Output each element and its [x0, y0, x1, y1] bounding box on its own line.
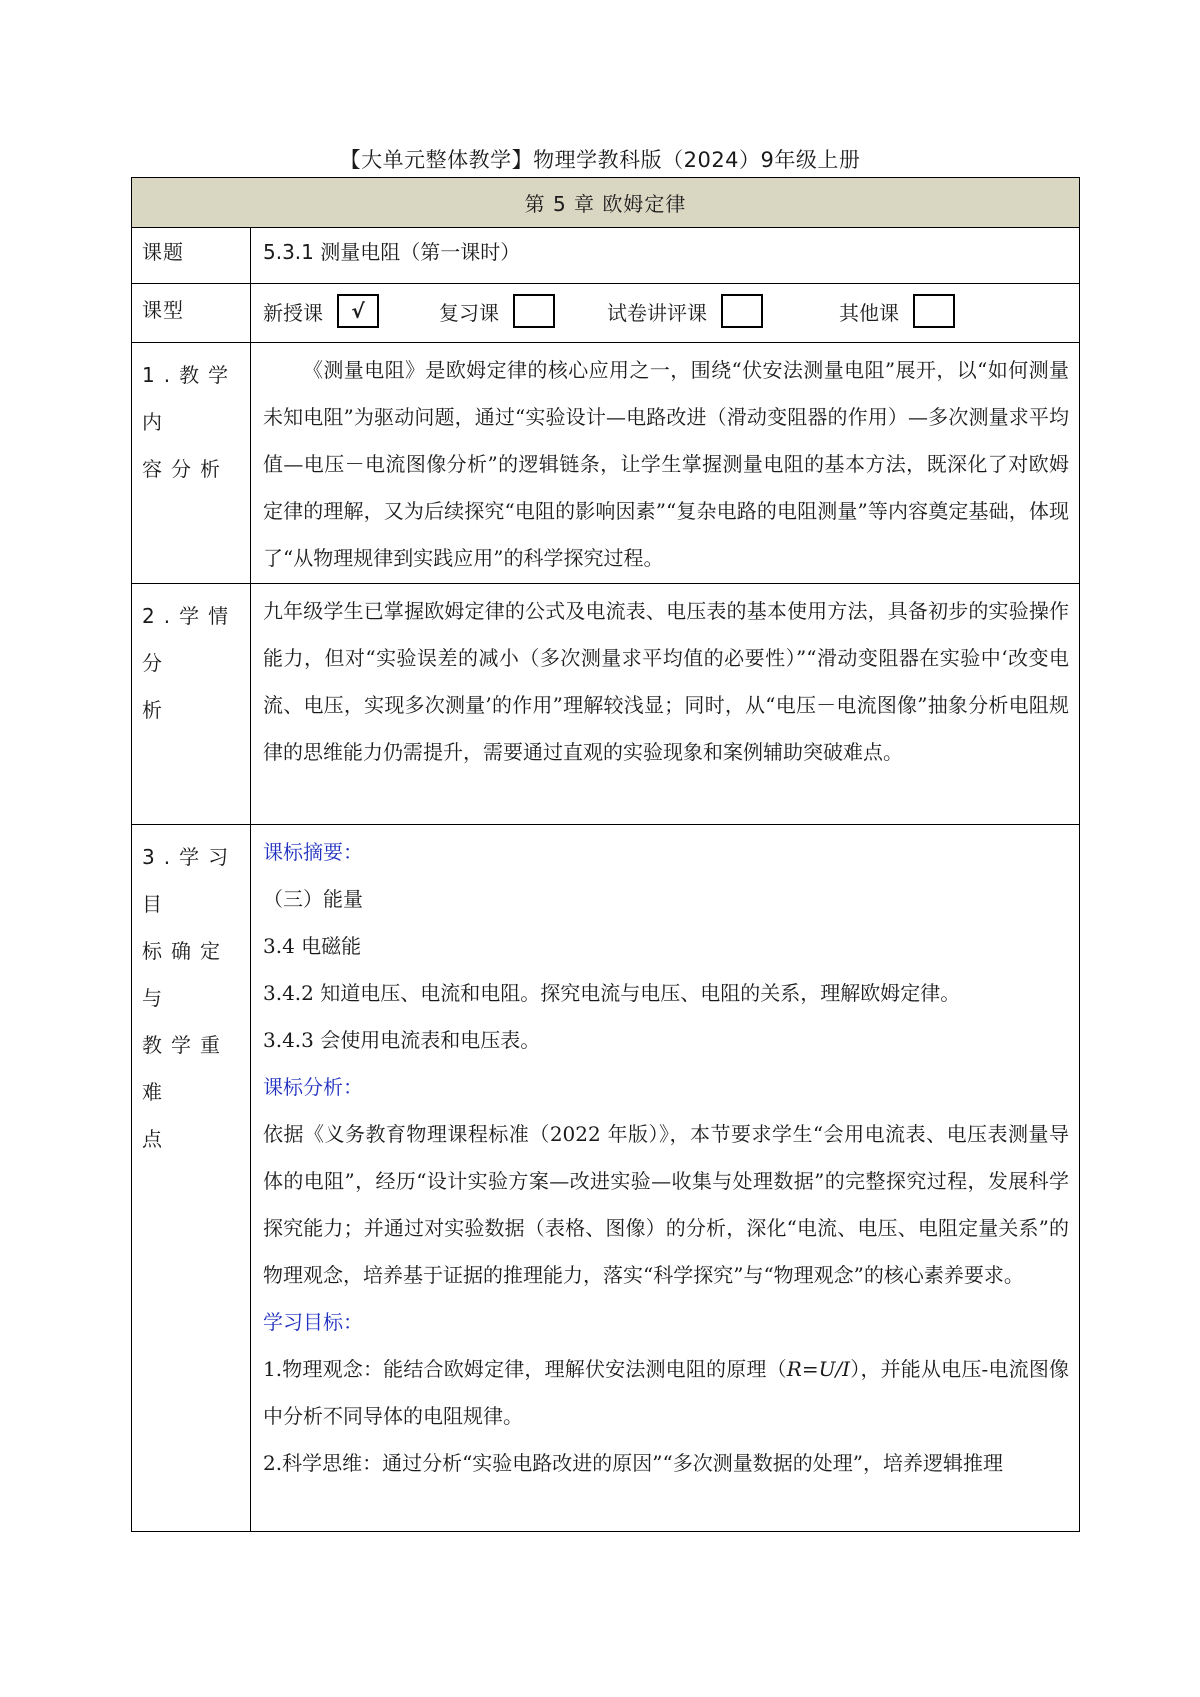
content-analysis-paragraph: 《测量电阻》是欧姆定律的核心应用之一，围绕“伏安法测量电阻”展开，以“如何测量未知电阻”为驱动问题，通过“实验设计—电路改进（滑动变阻器的作用）—多次测量求平均值—电压－电流图像分析”的逻辑链条，让学生掌握测量电阻的基本方法，既深化了对欧姆定律的理解，又为后续探究“电阻的影响因素”“复杂电路的电阻测量”等内容奠定基础，体现了“从物理规律到实践应用”的科学探究过程。 [263, 358, 1070, 570]
objectives-label [132, 825, 251, 1532]
checkbox-other-lesson[interactable] [913, 294, 955, 328]
option-exam-review [587, 294, 819, 328]
option-review-lesson [439, 294, 587, 328]
option-label: 试卷讲评课 [607, 300, 707, 325]
topic-label: 课题 [132, 228, 251, 284]
standard-line: （三）能量 [263, 887, 363, 911]
lesson-type-row [132, 284, 1080, 343]
label-line: 容分析 [142, 457, 229, 481]
checkbox-exam-review[interactable] [721, 294, 763, 328]
lesson-plan-table [131, 177, 1080, 1532]
learning-goals-heading: 学习目标： [263, 1310, 363, 1334]
objectives-content [251, 825, 1080, 1532]
label-line: 教学重难 [142, 1033, 229, 1104]
student-analysis-label [132, 584, 251, 825]
content-analysis-label [132, 343, 251, 584]
student-analysis-text [251, 584, 1080, 825]
topic-row [132, 228, 1080, 284]
option-new-lesson [263, 294, 439, 328]
standard-analysis-paragraph: 依据《义务教育物理课程标准（2022 年版）》，本节要求学生“会用电流表、电压表测量导体的电阻”，经历“设计实验方案—改进实验—收集与处理数据”的完整探究过程，发展科学探究能力；并通过对实验数据（表格、图像）的分析，深化“电流、电压、电阻定量关系”的物理观念，培养基于证据的推理能力，落实“科学探究”与“物理观念”的核心素养要求。 [263, 1122, 1070, 1287]
chapter-row [132, 178, 1080, 228]
label-line: 点 [142, 1127, 171, 1151]
checkbox-new-lesson[interactable]: √ [337, 294, 379, 328]
student-analysis-row [132, 584, 1080, 825]
option-other-lesson [819, 294, 955, 328]
option-label: 复习课 [439, 300, 499, 325]
goal-text: 1.物理观念：能结合欧姆定律，理解伏安法测电阻的原理（ [263, 1357, 787, 1381]
objectives-row [132, 825, 1080, 1532]
option-label: 新授课 [263, 300, 323, 325]
learning-goal-1 [263, 1346, 1069, 1440]
label-line: 1.教学内 [142, 363, 238, 434]
label-line: 3.学习目 [142, 845, 238, 916]
checkbox-review-lesson[interactable] [513, 294, 555, 328]
goal-text: ），并能从电压-电流图像中分析不同导体的电阻规律。 [263, 1357, 1069, 1428]
document-title: 【大单元整体教学】物理学教科版（2024）9年级上册 [339, 148, 861, 172]
standard-line: 3.4.3 会使用电流表和电压表。 [263, 1028, 541, 1052]
lesson-type-label: 课型 [132, 284, 251, 343]
lesson-type-options [251, 284, 1080, 343]
standard-summary-heading: 课标摘要： [263, 840, 363, 864]
label-line: 2.学情分 [142, 604, 238, 675]
standard-analysis-heading: 课标分析： [263, 1075, 363, 1099]
chapter-title: 第 5 章 欧姆定律 [132, 178, 1080, 228]
standard-line: 3.4.2 知道电压、电流和电阻。探究电流与电压、电阻的关系，理解欧姆定律。 [263, 981, 961, 1005]
learning-goal-2: 2.科学思维：通过分析“实验电路改进的原因”“多次测量数据的处理”，培养逻辑推理 [263, 1451, 1003, 1475]
label-line: 标确定与 [142, 939, 229, 1010]
option-label: 其他课 [839, 300, 899, 325]
label-line: 析 [142, 698, 171, 722]
student-analysis-paragraph: 九年级学生已掌握欧姆定律的公式及电流表、电压表的基本使用方法，具备初步的实验操作能力，但对“实验误差的减小（多次测量求平均值的必要性）”“滑动变阻器在实验中‘改变电流、电压，实现多次测量’的作用”理解较浅显；同时，从“电压－电流图像”抽象分析电阻规律的思维能力仍需提升，需要通过直观的实验现象和案例辅助突破难点。 [263, 599, 1070, 764]
content-analysis-row [132, 343, 1080, 584]
content-analysis-text [251, 343, 1080, 584]
ohm-formula: R=U/I [786, 1357, 851, 1381]
standard-line: 3.4 电磁能 [263, 934, 362, 958]
topic-value: 5.3.1 测量电阻（第一课时） [251, 228, 1080, 284]
